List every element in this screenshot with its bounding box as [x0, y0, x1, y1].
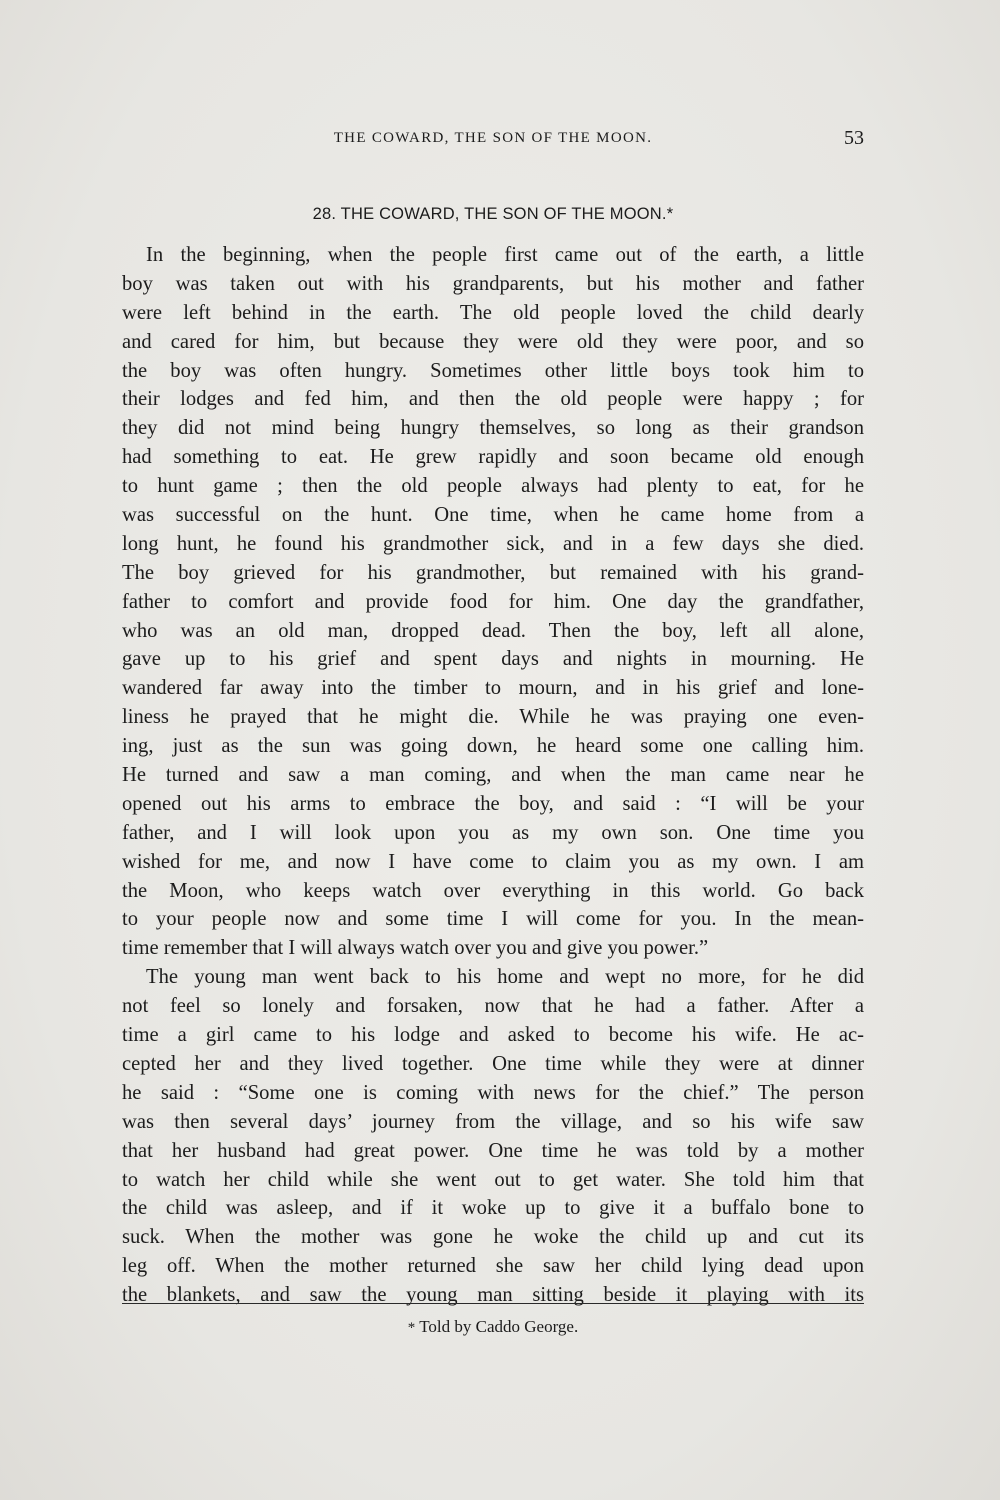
- text-line: time a girl came to his lodge and asked to become his wife. He ac-: [122, 1024, 864, 1047]
- text-line: to watch her child while she went out to get water. She told him that: [122, 1168, 864, 1191]
- text-line: that her husband had great power. One time he was told by a mother: [122, 1139, 864, 1162]
- text-line: their lodges and fed him, and then the old people were happy ; for: [122, 388, 864, 411]
- text-line: not feel so lonely and forsaken, now that he had a father. After a: [122, 995, 864, 1018]
- text-line: boy was taken out with his grandparents, but his mother and father: [122, 272, 864, 295]
- text-line: ing, just as the sun was going down, he heard some one calling him.: [122, 735, 864, 758]
- text-line: father to comfort and provide food for him. One day the grandfather,: [122, 590, 864, 613]
- page-number: 53: [844, 127, 864, 149]
- footnote: [122, 1316, 864, 1339]
- text-line: he said : “Some one is coming with news for the chief.” The person: [122, 1081, 864, 1104]
- text-line: had something to eat. He grew rapidly and soon became old enough: [122, 446, 864, 469]
- text-line: long hunt, he found his grandmother sick, and in a few days she died.: [122, 532, 864, 555]
- text-line: the child was asleep, and if it woke up to give it a buffalo bone to: [122, 1197, 864, 1220]
- text-line: He turned and saw a man coming, and when the man came near he: [122, 764, 864, 787]
- text-line: wandered far away into the timber to mourn, and in his grief and lone-: [122, 677, 864, 700]
- text-line: and cared for him, but because they were old they were poor, and so: [122, 330, 864, 353]
- footnote-marker: *: [407, 1320, 416, 1336]
- text-line: The young man went back to his home and wept no more, for he did: [146, 966, 864, 989]
- text-line: to your people now and some time I will come for you. In the mean-: [122, 908, 864, 931]
- text-line: they did not mind being hungry themselves, so long as their grandson: [122, 417, 864, 440]
- text-line: was then several days’ journey from the village, and so his wife saw: [122, 1110, 864, 1133]
- text-line: to hunt game ; then the old people always had plenty to eat, for he: [122, 475, 864, 498]
- text-line: was successful on the hunt. One time, when he came home from a: [122, 504, 864, 527]
- text-line: the Moon, who keeps watch over everything in this world. Go back: [122, 879, 864, 902]
- footnote-rule: [122, 1303, 864, 1304]
- text-line: the blankets, and saw the young man sitting beside it playing with its: [122, 1284, 864, 1307]
- text-line: father, and I will look upon you as my own son. One time you: [122, 821, 864, 844]
- footnote-text: Told by Caddo George.: [419, 1317, 579, 1336]
- text-line: In the beginning, when the people first came out of the earth, a little: [146, 244, 864, 266]
- text-line: wished for me, and now I have come to claim you as my own. I am: [122, 850, 864, 873]
- text-line: cepted her and they lived together. One time while they were at dinner: [122, 1052, 864, 1075]
- text-line: suck. When the mother was gone he woke the child up and cut its: [122, 1226, 864, 1249]
- text-line: were left behind in the earth. The old people loved the child dearly: [122, 301, 864, 324]
- story-title: 28. THE COWARD, THE SON OF THE MOON.*: [312, 205, 674, 223]
- text-line: time remember that I will always watch over you and give you power.”: [122, 937, 709, 960]
- text-line: who was an old man, dropped dead. Then the boy, left all alone,: [122, 619, 864, 642]
- story-body: [122, 241, 864, 1310]
- running-head: [122, 128, 864, 156]
- text-line: The boy grieved for his grandmother, but remained with his grand-: [122, 561, 864, 584]
- running-title: THE COWARD, THE SON OF THE MOON.: [333, 130, 653, 146]
- text-line: gave up to his grief and spent days and nights in mourning. He: [122, 648, 864, 671]
- text-line: leg off. When the mother returned she saw her child lying dead upon: [122, 1255, 864, 1278]
- text-line: the boy was often hungry. Sometimes other little boys took him to: [122, 359, 864, 382]
- text-line: opened out his arms to embrace the boy, and said : “I will be your: [122, 792, 864, 815]
- text-line: liness he prayed that he might die. While he was praying one even-: [122, 706, 864, 729]
